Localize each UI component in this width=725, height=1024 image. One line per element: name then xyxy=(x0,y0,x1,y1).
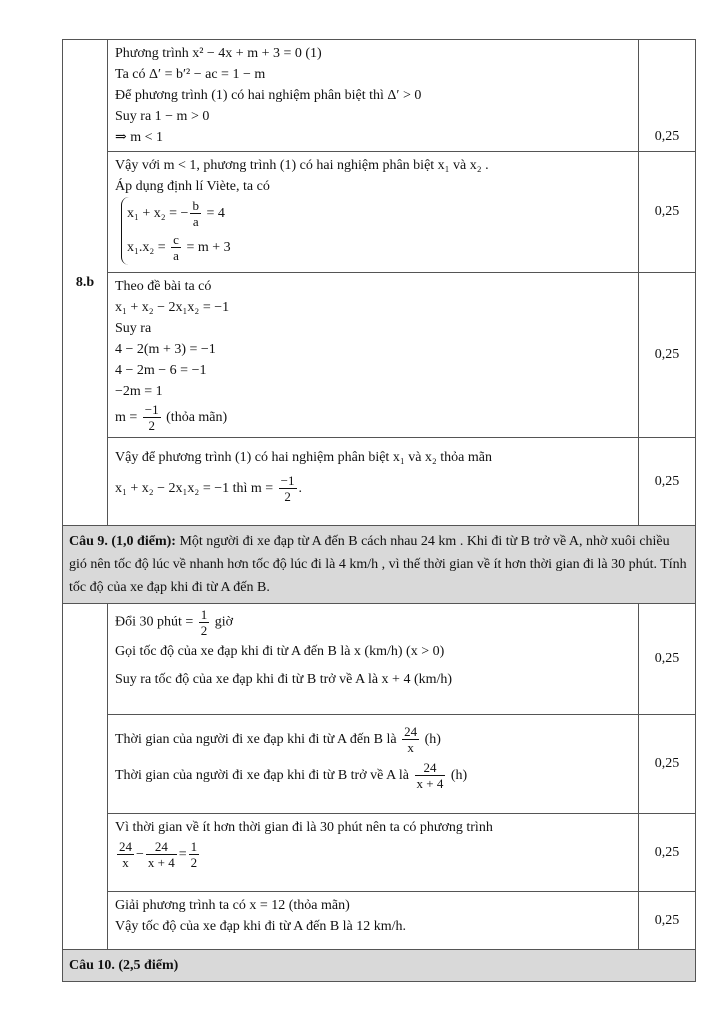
question-9 xyxy=(63,526,696,604)
line: −2m = 1 xyxy=(115,384,163,399)
score: 0,25 xyxy=(639,715,696,814)
q9-step-4 xyxy=(108,892,639,950)
step-4 xyxy=(108,438,639,526)
line: Ta có Δ′ = b′² − ac = 1 − m xyxy=(115,67,266,82)
line: Thời gian của người đi xe đạp khi đi từ A đến B là xyxy=(115,732,401,747)
line: = m + 3 xyxy=(182,240,231,255)
step-3 xyxy=(108,273,639,438)
line: m = xyxy=(115,410,141,425)
line: (h) xyxy=(447,768,468,783)
line: Áp dụng định lí Viète, ta có xyxy=(115,179,270,194)
line: (h) xyxy=(421,732,441,747)
step-1 xyxy=(108,40,639,152)
label-empty xyxy=(63,604,108,950)
answer-table xyxy=(62,39,696,982)
score: 0,25 xyxy=(639,892,696,950)
line: Suy ra xyxy=(115,321,152,336)
step-2 xyxy=(108,152,639,273)
question-title: Câu 9. (1,0 điểm): xyxy=(69,534,176,549)
q9-step-3 xyxy=(108,814,639,892)
line: Vậy tốc độ của xe đạp khi đi từ A đến B là 12 km/h. xyxy=(115,919,407,934)
line: Theo đề bài ta có xyxy=(115,279,212,294)
fraction: $\frac{-1}{2}$ xyxy=(280,473,295,505)
fraction: $\frac{b}{a}$ xyxy=(192,198,199,230)
line: x₁.x₂ = xyxy=(127,240,170,255)
q9-step-1 xyxy=(108,604,639,715)
line: x₁ + x₂ − 2x₁x₂ = −1 xyxy=(115,300,230,315)
line: Suy ra 1 − m > 0 xyxy=(115,109,210,124)
line: Vậy để phương trình (1) có hai nghiệm phân biệt x₁ và x₂ thỏa mãn xyxy=(115,450,492,465)
line: Gọi tốc độ của xe đạp khi đi từ A đến B là x (km/h) (x > 0) xyxy=(115,644,445,659)
line: Để phương trình (1) có hai nghiệm phân biệt thì Δ′ > 0 xyxy=(115,88,422,103)
score: 0,25 xyxy=(639,814,696,892)
line: = 4 xyxy=(202,206,225,221)
question-text: Một người đi xe đạp từ A đến B cách nhau 24 km . Khi đi từ B trở về A, nhờ xuôi chiều gió nên tốc độ lúc về nhanh hơn tốc độ lúc đi là 4 km/h , vì thế thời gian về ít hơn thời gian đi là 30 phút. Tính tốc độ của xe đạp khi đi từ A đến B. xyxy=(69,534,687,595)
score: 0,25 xyxy=(639,152,696,273)
operator: = xyxy=(178,847,187,862)
line: x₁ + x₂ − 2x₁x₂ = −1 thì m = xyxy=(115,481,277,496)
score: 0,25 xyxy=(639,40,696,152)
viete-system xyxy=(121,197,231,265)
line: Thời gian của người đi xe đạp khi đi từ B trở về A là xyxy=(115,768,413,783)
score: 0,25 xyxy=(639,438,696,526)
fraction: $\frac{24}{x}$ xyxy=(119,839,132,871)
line: Suy ra tốc độ của xe đạp khi đi từ B trở về A là x + 4 (km/h) xyxy=(115,672,453,687)
operator: − xyxy=(136,847,144,862)
line: giờ xyxy=(211,614,234,630)
line: Giải phương trình ta có x = 12 (thỏa mãn) xyxy=(115,898,350,913)
fraction: $\frac{-1}{2}$ xyxy=(144,402,159,434)
line: 4 − 2m − 6 = −1 xyxy=(115,363,207,378)
fraction: $\frac{24}{x + 4}$ xyxy=(147,839,175,871)
line: Đổi 30 phút = xyxy=(115,614,197,630)
line: . xyxy=(298,481,303,496)
fraction: $\frac{24}{x + 4}$ xyxy=(416,760,444,792)
line: x₁ + x₂ = − xyxy=(127,206,189,221)
line: (thỏa mãn) xyxy=(162,410,228,425)
label-8b: 8.b xyxy=(63,40,108,526)
line: Vậy với m < 1, phương trình (1) có hai nghiệm phân biệt x₁ và x₂ . xyxy=(115,158,489,173)
line: ⇒ m < 1 xyxy=(115,130,164,145)
score: 0,25 xyxy=(639,604,696,715)
fraction: $\frac{24}{x}$ xyxy=(404,724,418,756)
question-10: Câu 10. (2,5 điểm) xyxy=(63,950,696,982)
fraction: $\frac{1}{2}$ xyxy=(200,607,208,638)
q9-step-2 xyxy=(108,715,639,814)
fraction: $\frac{c}{a}$ xyxy=(173,232,179,264)
line: 4 − 2(m + 3) = −1 xyxy=(115,342,216,357)
line: Phương trình x² − 4x + m + 3 = 0 (1) xyxy=(115,46,322,61)
fraction: $\frac{1}{2}$ xyxy=(190,839,198,871)
line: Vì thời gian về ít hơn thời gian đi là 30 phút nên ta có phương trình xyxy=(115,820,493,835)
score: 0,25 xyxy=(639,273,696,438)
